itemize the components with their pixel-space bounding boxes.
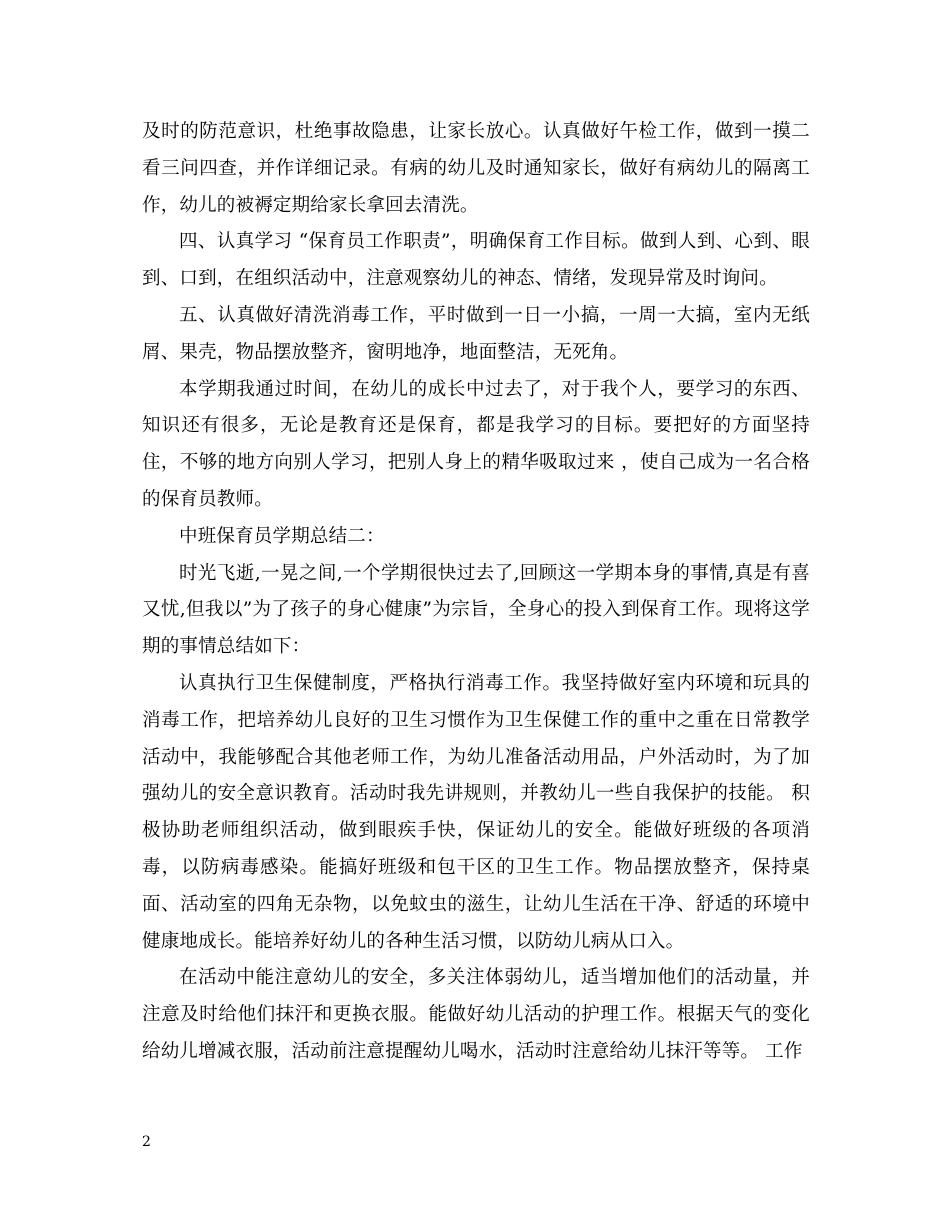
- document-body: [142, 114, 810, 1071]
- paragraph: 认真执行卫生保健制度，严格执行消毒工作。我坚持做好室内环境和玩具的消毒工作，把培养幼儿良好的卫生习惯作为卫生保健工作的重中之重在日常教学活动中，我能够配合其他老师工作，为幼儿准备活动用品，户外活动时，为了加强幼儿的安全意识教育。活动时我先讲规则，并教幼儿一些自我保护的技能。 积极协助老师组织活动，做到眼疾手快，保证幼儿的安全。能做好班级的各项消毒，以防病毒感染。能搞好班级和包干区的卫生工作。物品摆放整齐，保持桌面、活动室的四角无杂物，以免蚊虫的滋生，让幼儿生活在干净、舒适的环境中健康地成长。能培养好幼儿的各种生活习惯，以防幼儿病从口入。: [142, 672, 810, 952]
- section-heading: 中班保育员学期总结二：: [179, 525, 385, 547]
- page-number: 2: [142, 1134, 151, 1150]
- paragraph: 在活动中能注意幼儿的安全，多关注体弱幼儿，适当增加他们的活动量，并注意及时给他们抹汗和更换衣服。能做好幼儿活动的护理工作。根据天气的变化给幼儿增减衣服，活动前注意提醒幼儿喝水，活动时注意给幼儿抹汗等等。 工作: [142, 967, 810, 1062]
- paragraph: 时光飞逝,一晃之间,一个学期很快过去了,回顾这一学期本身的事情,真是有喜又忧,但我以”为了孩子的身心健康”为宗旨，全身心的投入到保育工作。现将这学期的事情总结如下：: [142, 562, 810, 658]
- paragraph: 五、认真做好清洗消毒工作，平时做到一日一小搞，一周一大搞，室内无纸屑、果壳，物品摆放整齐，窗明地净，地面整洁，无死角。: [142, 304, 810, 363]
- paragraph: 四、认真学习 “保育员工作职责”，明确保育工作目标。做到人到、心到、眼到、口到，在组织活动中，注意观察幼儿的神态、情绪，发现异常及时询问。: [142, 231, 810, 290]
- paragraph: 本学期我通过时间，在幼儿的成长中过去了，对于我个人，要学习的东西、知识还有很多，无论是教育还是保育，都是我学习的目标。要把好的方面坚持住，不够的地方向别人学习，把别人身上的精华吸取过来 ，使自己成为一名合格的保育员教师。: [142, 378, 810, 510]
- paragraph: 及时的防范意识，杜绝事故隐患，让家长放心。认真做好午检工作，做到一摸二看三问四查，并作详细记录。有病的幼儿及时通知家长，做好有病幼儿的隔离工作，幼儿的被褥定期给家长拿回去清洗。: [142, 121, 810, 216]
